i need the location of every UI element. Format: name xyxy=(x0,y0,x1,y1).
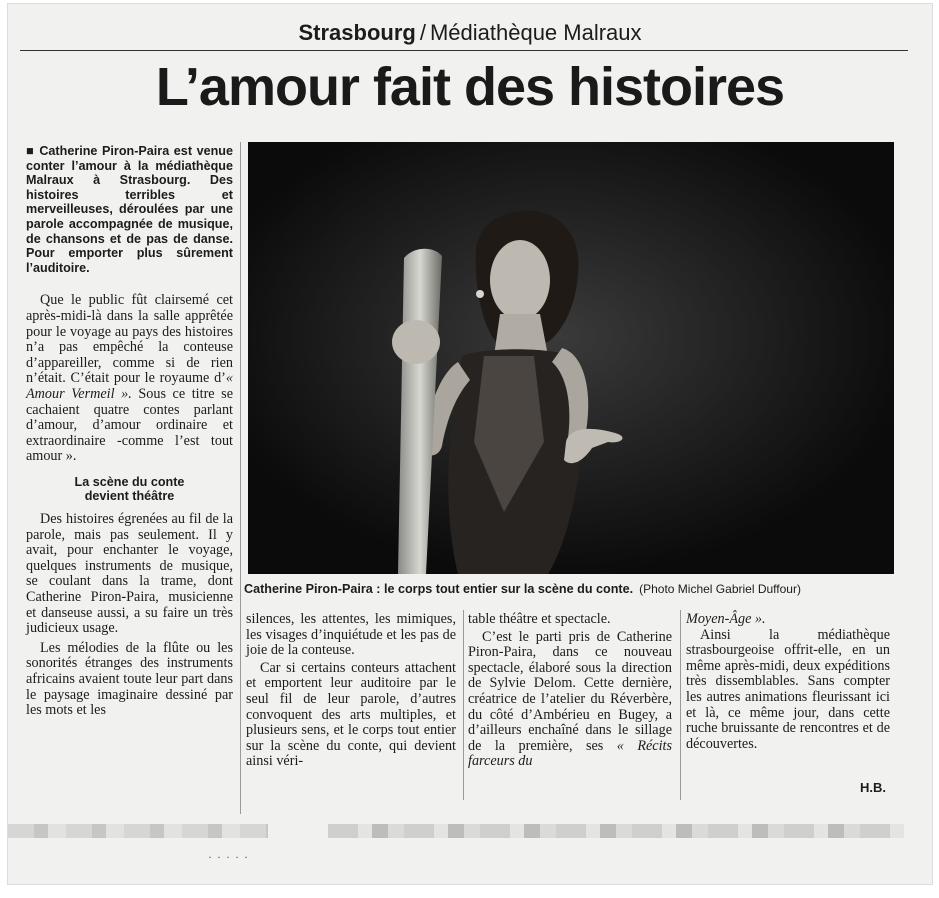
col3-p2a: C’est le parti pris de Catherine Piron-Paira, dans ce nouveau spectacle, élaboré sous la direction de Sylvie Delom. Cette dernière, créatrice de l’atelier du Réverbère, du côté d’Ambérieu en Bugey, a d’ailleurs enchaîné dans le sillage de la première, ses xyxy=(468,628,672,754)
second-show-title: « Récits farceurs du xyxy=(468,737,672,770)
column-divider xyxy=(463,610,464,800)
performer-photo xyxy=(248,142,894,574)
column-2 xyxy=(246,612,456,770)
header-venue: Médiathèque Malraux xyxy=(429,20,642,45)
header-rule xyxy=(20,50,908,51)
body-paragraph: Car si certains conteurs attachent et emportent leur auditoire par le seul fil de leur parole, d’autres convoquent des arts multiples, et plusieurs sens, et le corps tout entier sur la scène du conte, qui devient ainsi véri- xyxy=(246,659,456,770)
col1-p1a: Que le public fût clairsemé cet après-midi-là dans la salle apprêtée pour le voyage au pays des histoires n’a pas empêché la conteuse d’appareiller, comme si de rien n’était. C’était pour le royaume d’ xyxy=(26,292,233,387)
show-title: « Amour Vermeil ». xyxy=(26,370,233,402)
subheading xyxy=(26,475,233,504)
body-paragraph: Des histoires égrenées au fil de la parole, mais pas seulement. Il y avait, pour enchanter le voyage, quelques instruments de musique, se coulant dans la trame, dont Catherine Piron-Paira, musicienne et danseuse aussi, a su faire un très judicieux usage. xyxy=(26,511,233,637)
newspaper-clipping xyxy=(8,4,932,884)
column-1 xyxy=(26,144,233,719)
column-4 xyxy=(686,612,890,752)
print-registration-marks: · · · · · xyxy=(208,850,249,864)
author-signature: H.B. xyxy=(860,780,886,795)
section-header xyxy=(8,20,932,46)
column-divider xyxy=(240,142,241,814)
photo-credit: (Photo Michel Gabriel Duffour) xyxy=(639,582,801,596)
column-divider xyxy=(680,610,681,800)
lead-marker: ■ xyxy=(26,144,35,158)
lead-paragraph xyxy=(26,144,233,275)
caption-text: Catherine Piron-Paira : le corps tout entier sur la scène du conte. xyxy=(244,582,634,596)
body-paragraph xyxy=(26,293,233,465)
body-paragraph: silences, les attentes, les mimiques, les visages d’inquiétude et les pas de joie de la conteuse. xyxy=(246,611,456,659)
print-color-strip xyxy=(328,824,904,838)
headline: L’amour fait des histoires xyxy=(155,57,785,117)
header-city: Strasbourg xyxy=(298,20,416,45)
print-color-strip xyxy=(8,824,268,838)
column-3 xyxy=(468,612,672,770)
body-paragraph xyxy=(468,630,672,770)
photo-caption xyxy=(244,582,904,596)
body-paragraph xyxy=(686,612,890,628)
col1-p1b: Sous ce titre se cachaient quatre contes parlant d’amour, d’amour ordinaire et extraordinaire -comme l’est tout amour ». xyxy=(26,385,233,465)
subhead-line-1: La scène du conte xyxy=(74,474,185,489)
storyteller-image xyxy=(248,142,894,574)
subhead-line-2: devient théâtre xyxy=(84,489,175,504)
lead-text: Catherine Piron-Paira est venue conter l’amour à la médiathèque Malraux à Strasbourg. Des histoires terribles et merveilleuses, déroulées par une parole accompagnée de musique, de chansons et de pas de danse. Pour emporter plus sûrement l’auditoire. xyxy=(26,144,234,275)
body-paragraph: Les mélodies de la flûte ou les sonorités étranges des instruments africains avaient toute leur part dans le paysage imaginaire dessiné par les mots et les xyxy=(26,639,233,719)
header-separator: / xyxy=(419,20,426,45)
body-paragraph: table théâtre et spectacle. xyxy=(468,611,611,627)
body-paragraph: Ainsi la médiathèque strasbourgeoise offrit-elle, en un même après-midi, deux expéditions très dissemblables. Sans compter les autres animations fleurissant ici et là, ce même jour, dans cette ruche bruissante de rencontres et de découvertes. xyxy=(686,626,890,752)
second-show-title-end: Moyen-Âge ». xyxy=(686,611,766,627)
